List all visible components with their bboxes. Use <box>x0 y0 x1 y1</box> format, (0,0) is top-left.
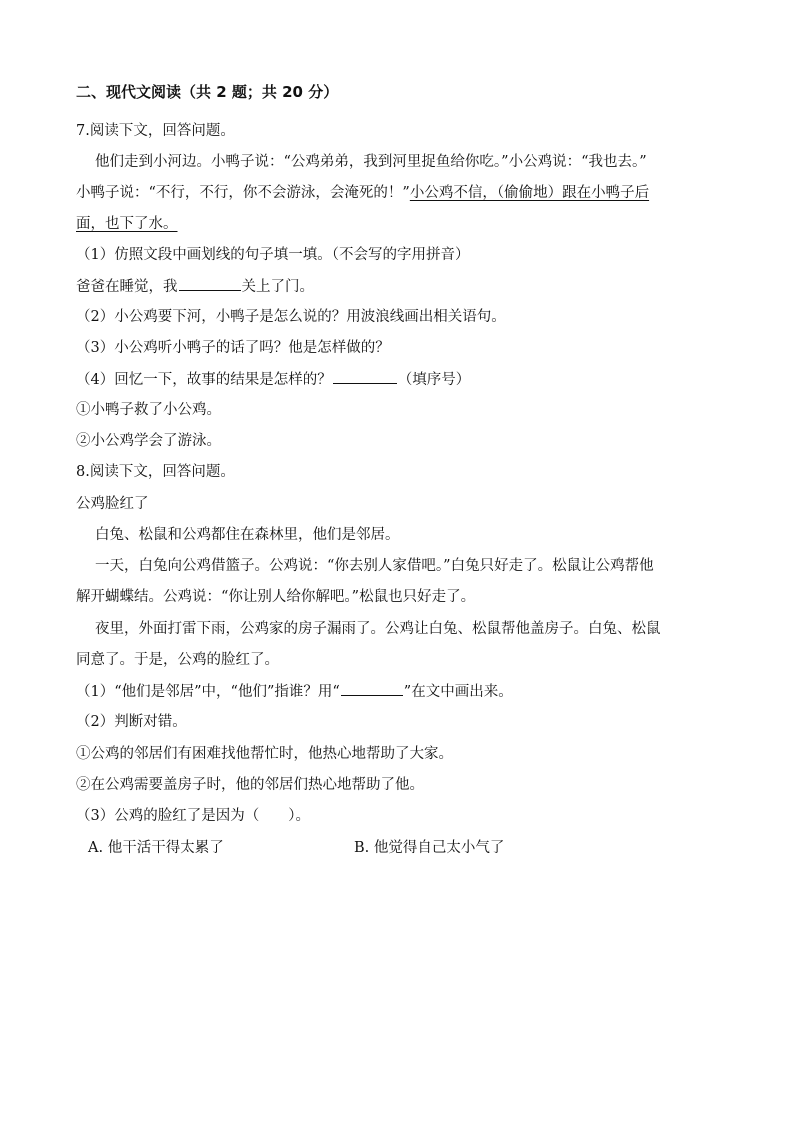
q7-fill-blank[interactable] <box>179 276 241 291</box>
q8-sub-question-2: （2）判断对错。 <box>76 714 187 730</box>
q7-stem: 7.阅读下文，回答问题。 <box>76 123 235 139</box>
q7-sub-question-3: （3）小公鸡听小鸭子的话了吗？他是怎样做的？ <box>76 340 390 356</box>
q8-passage-para-3-line-2: 同意了。于是，公鸡的脸红了。 <box>76 652 279 668</box>
section-title: 二、现代文阅读（共 2 题；共 20 分） <box>76 83 339 101</box>
q8-judge-statement-2: ②在公鸡需要盖房子时，他的邻居们热心地帮助了他。 <box>76 777 424 793</box>
q7-option-1: ①小鸭子救了小公鸡。 <box>76 402 221 418</box>
q8-passage-para-3-line-1: 夜里，外面打雷下雨，公鸡家的房子漏雨了。公鸡让白兔、松鼠帮他盖房子。白兔、松鼠 <box>95 621 661 637</box>
q8-mark-blank <box>341 681 403 696</box>
q7-passage-line-2 <box>76 183 649 203</box>
q8-judge-statement-1: ①公鸡的邻居们有困难找他帮忙时，他热心地帮助了大家。 <box>76 746 453 762</box>
q7-fill-in-line <box>76 276 314 297</box>
q7-underlined-sentence-part-2: 面，也下了水。 <box>76 216 178 232</box>
q7-passage-line-3 <box>76 214 178 234</box>
q8-passage-title: 公鸡脸红了 <box>76 496 149 512</box>
q8-passage-para-2-line-2: 解开蝴蝶结。公鸡说：“你让别人给你解吧。”松鼠也只好走了。 <box>76 589 476 605</box>
q7-sub-question-1: （1）仿照文段中画划线的句子填一填。（不会写的字用拼音） <box>76 247 470 263</box>
q8-choice-b[interactable]: B. 他觉得自己太小气了 <box>354 840 505 856</box>
q7-sub-question-2: （2）小公鸡要下河，小鸭子是怎么说的？用波浪线画出相关语句。 <box>76 309 506 325</box>
q7-sub-question-4 <box>76 369 470 390</box>
q8-sub-question-1 <box>76 681 513 702</box>
q7-answer-blank[interactable] <box>333 369 397 384</box>
q7-fill-prefix: 爸爸在睡觉，我 <box>76 279 178 295</box>
q8-choice-a[interactable]: A. 他干活干得太累了 <box>88 840 224 856</box>
q7-passage-dialogue: 小鸭子说：“不行，不行，你不会游泳，会淹死的！” <box>76 185 410 201</box>
q8-passage-para-1: 白兔、松鼠和公鸡都住在森林里，他们是邻居。 <box>95 527 400 543</box>
q7-fill-suffix: 关上了门。 <box>241 279 314 295</box>
q7-underlined-sentence-part-1: 小公鸡不信，（偷偷地）跟在小鸭子后 <box>409 185 650 201</box>
q7-passage-line-1: 他们走到小河边。小鸭子说：“公鸡弟弟，我到河里捉鱼给你吃。”小公鸡说：“我也去。” <box>95 154 647 170</box>
q8-stem: 8.阅读下文，回答问题。 <box>76 464 235 480</box>
q7-sub-question-4-text: （4）回忆一下，故事的结果是怎样的？ <box>76 372 332 388</box>
q8-sub-question-1-text: （1）“他们是邻居”中，“他们”指谁？用“ <box>76 684 340 700</box>
q7-sub-question-4-note: （填序号） <box>397 372 471 388</box>
q8-sub-question-3: （3）公鸡的脸红了是因为（ ）。 <box>76 808 310 824</box>
q8-passage-para-2-line-1: 一天，白兔向公鸡借篮子。公鸡说：“你去别人家借吧。”白兔只好走了。松鼠让公鸡帮他 <box>95 558 654 574</box>
q8-sub-question-1-suffix: ”在文中画出来。 <box>403 684 513 700</box>
q7-option-2: ②小公鸡学会了游泳。 <box>76 433 221 449</box>
